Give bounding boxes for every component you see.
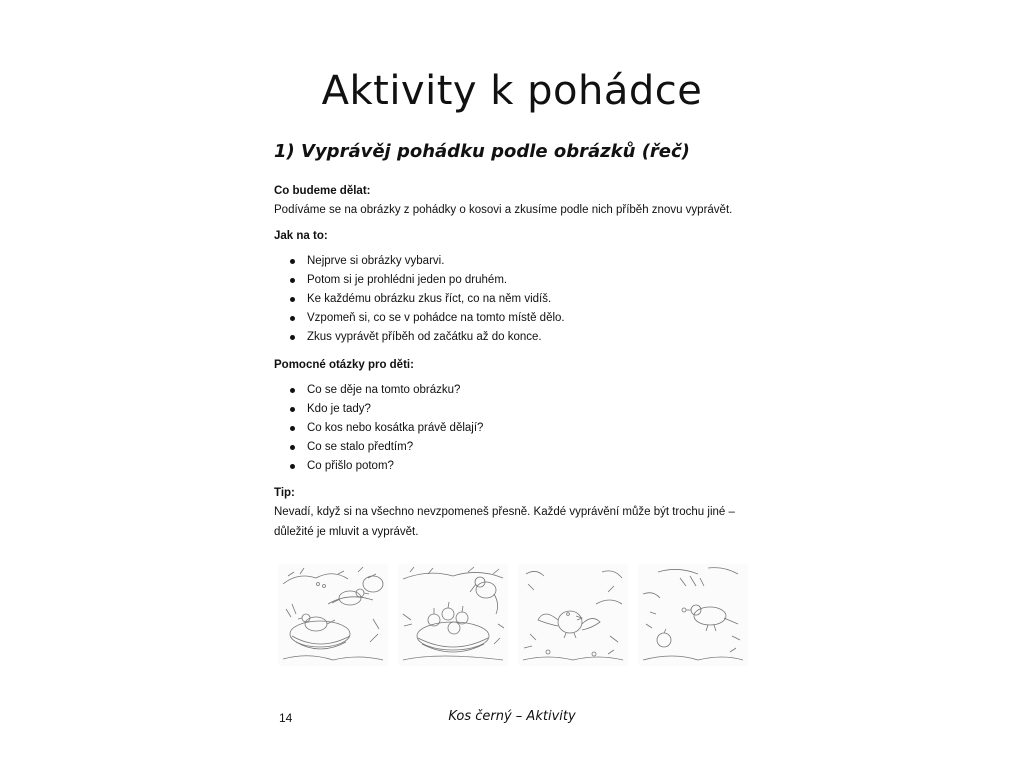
bird-with-berry-illustration (638, 564, 748, 666)
young-bird-flying-illustration (518, 564, 628, 666)
list-item: Co se stalo předtím? (290, 438, 483, 457)
list-item: Nejprve si obrázky vybarvi. (290, 252, 565, 271)
questions-list (290, 381, 483, 476)
list-item: Co přišlo potom? (290, 457, 483, 476)
goal-label: Co budeme dělat: (274, 185, 371, 197)
tip-line-1: Nevadí, když si na všechno nevzpomeneš přesně. Každé vyprávění může být trochu jiné – (274, 506, 735, 518)
illustration-strip (278, 564, 748, 666)
list-item: Ke každému obrázku zkus říct, co na něm vidíš. (290, 290, 565, 309)
list-item: Co kos nebo kosátka právě dělají? (290, 419, 483, 438)
page-number: 14 (279, 711, 293, 725)
list-item: Kdo je tady? (290, 400, 483, 419)
list-item: Co se děje na tomto obrázku? (290, 381, 483, 400)
questions-label: Pomocné otázky pro děti: (274, 359, 414, 371)
list-item: Zkus vyprávět příběh od začátku až do konce. (290, 328, 565, 347)
chicks-in-nest-illustration (398, 564, 508, 666)
section-heading: 1) Vyprávěj pohádku podle obrázků (řeč) (274, 141, 690, 162)
tip-line-2: důležité je mluvit a vyprávět. (274, 526, 419, 538)
howto-label: Jak na to: (274, 230, 328, 242)
footer-title: Kos černý – Aktivity (448, 709, 576, 724)
bird-building-nest-illustration (278, 564, 388, 666)
goal-text: Podíváme se na obrázky z pohádky o kosovi a zkusíme podle nich příběh znovu vyprávět. (274, 204, 733, 216)
tip-label: Tip: (274, 487, 295, 499)
howto-list (290, 252, 565, 347)
list-item: Vzpomeň si, co se v pohádce na tomto místě dělo. (290, 309, 565, 328)
page-title: Aktivity k pohádce (321, 68, 703, 114)
list-item: Potom si je prohlédni jeden po druhém. (290, 271, 565, 290)
